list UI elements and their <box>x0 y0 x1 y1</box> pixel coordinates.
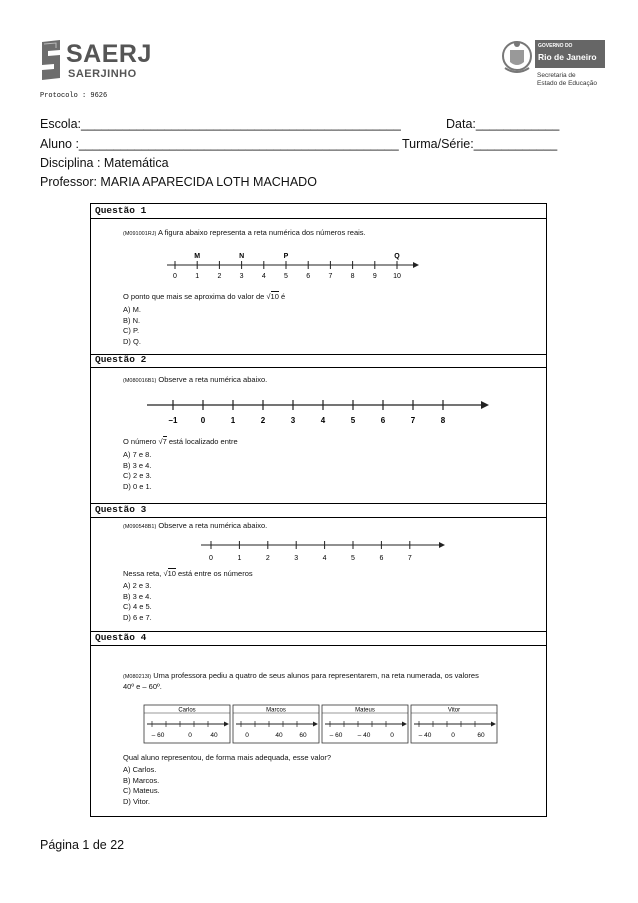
tick-label: 0 <box>173 273 177 280</box>
option-a[interactable]: A) 7 e 8. <box>123 450 152 459</box>
question-3-radicand: 10 <box>167 569 176 578</box>
point-label: M <box>194 253 201 260</box>
question-3-statement <box>123 521 267 530</box>
question-1-number-line <box>161 250 421 282</box>
question-4-title: Questão 4 <box>91 631 546 646</box>
student-lines-svg <box>143 704 498 744</box>
tick-label: 0 <box>188 732 192 739</box>
option-d[interactable]: D) 6 e 7. <box>123 612 152 622</box>
tick-label: 8 <box>350 273 355 280</box>
question-2-title: Questão 2 <box>91 353 546 368</box>
tick-label: 7 <box>410 416 416 425</box>
student-line <box>233 705 319 743</box>
tick-label: 8 <box>440 416 446 425</box>
question-1-prompt-b: é <box>280 292 286 301</box>
tick-label: 6 <box>379 555 384 562</box>
option-c[interactable]: C) 2 e 3. <box>123 471 152 480</box>
option-c[interactable]: C) P. <box>123 326 140 335</box>
question-1-prompt-a: O ponto que mais se aproxima do valor de <box>123 292 265 301</box>
tick-label: 7 <box>328 273 333 280</box>
tick-label: 6 <box>380 416 386 425</box>
tick-label: 3 <box>290 416 296 425</box>
question-2 <box>90 353 547 504</box>
student-line <box>322 705 408 743</box>
option-d[interactable]: D) Q. <box>123 336 141 346</box>
question-3-prompt-a: Nessa reta, <box>123 569 162 578</box>
student-name: Marcos <box>266 707 286 714</box>
tick-label: 60 <box>299 732 307 739</box>
axis-arrow-icon <box>402 722 407 727</box>
tick-label: 4 <box>320 416 326 425</box>
option-a[interactable]: A) M. <box>123 305 141 314</box>
tick-label: 2 <box>265 555 270 562</box>
question-3 <box>90 503 547 632</box>
data-field: Data:____________ <box>446 117 560 131</box>
option-b[interactable]: B) 3 e 4. <box>123 591 152 601</box>
tick-label: 0 <box>245 732 249 739</box>
question-1 <box>90 203 547 355</box>
option-d[interactable]: D) Vitor. <box>123 796 150 806</box>
tick-label: 60 <box>477 732 485 739</box>
axis-arrow-icon <box>491 722 496 727</box>
question-1-statement-text: A figura abaixo representa a reta numérica dos números reais. <box>158 228 366 237</box>
question-3-title: Questão 3 <box>91 503 546 518</box>
option-b[interactable]: B) Marcos. <box>123 775 160 785</box>
tick-label: 40 <box>210 732 218 739</box>
point-label: P <box>283 253 289 260</box>
question-1-radicand: 10 <box>270 292 279 301</box>
sqrt-symbol-icon: √ <box>266 292 271 301</box>
student-line <box>411 705 497 743</box>
tick-label: 0 <box>200 416 206 425</box>
student-name: Mateus <box>355 707 375 714</box>
question-2-radicand: 7 <box>162 437 167 446</box>
tick-label: 9 <box>372 273 377 280</box>
professor-field: Professor: MARIA APARECIDA LOTH MACHADO <box>40 175 317 189</box>
tick-label: 4 <box>322 555 327 562</box>
question-1-code: (M091001RJ) <box>123 231 157 237</box>
tick-label: 1 <box>230 416 236 425</box>
question-2-number-line <box>141 397 491 427</box>
question-4-code: (M080213I) <box>123 674 152 680</box>
point-label: N <box>239 253 245 260</box>
tick-label: 5 <box>350 416 356 425</box>
question-3-number-line <box>199 537 449 565</box>
question-3-prompt-b: está entre os números <box>178 569 253 578</box>
question-2-options <box>123 450 152 492</box>
gov-line-2: Rio de Janeiro <box>538 52 597 62</box>
question-1-title: Questão 1 <box>91 204 546 219</box>
question-4-options <box>123 765 160 807</box>
rio-coat-of-arms-icon <box>500 38 534 81</box>
tick-label: 0 <box>390 732 394 739</box>
option-c[interactable]: C) 4 e 5. <box>123 602 152 611</box>
question-1-statement <box>123 228 366 237</box>
tick-label: 0 <box>209 555 213 562</box>
tick-label: 2 <box>217 273 222 280</box>
question-1-options <box>123 305 141 347</box>
question-2-prompt-a: O número <box>123 437 157 446</box>
disciplina-field: Disciplina : Matemática <box>40 156 169 170</box>
axis-arrow-icon <box>313 722 318 727</box>
question-2-code: (M080016B1) <box>123 378 157 384</box>
question-4 <box>90 631 547 817</box>
option-c[interactable]: C) Mateus. <box>123 786 160 795</box>
question-4-student-lines <box>143 704 498 749</box>
sqrt-symbol-icon: √ <box>158 437 163 446</box>
gov-brand-block <box>535 40 605 68</box>
tick-label: 3 <box>294 555 299 562</box>
tick-label: – 60 <box>329 732 343 739</box>
axis-arrow-icon <box>224 722 229 727</box>
tick-label: 40 <box>275 732 283 739</box>
tick-label: –1 <box>168 416 178 425</box>
option-a[interactable]: A) 2 e 3. <box>123 581 152 590</box>
tick-label: 6 <box>306 273 311 280</box>
option-d[interactable]: D) 0 e 1. <box>123 481 152 491</box>
sqrt-symbol-icon: √ <box>163 569 168 578</box>
tick-label: 5 <box>351 555 355 562</box>
tick-label: 4 <box>261 273 266 280</box>
option-b[interactable]: B) 3 e 4. <box>123 460 152 470</box>
aluno-field: Aluno :______________________________________________ Turma/Série:____________ <box>40 137 558 151</box>
tick-label: 10 <box>393 273 401 280</box>
question-3-statement-text: Observe a reta numérica abaixo. <box>158 521 268 530</box>
question-4-statement <box>123 671 479 680</box>
logo-subtitle: SAERJINHO <box>68 68 137 80</box>
question-4-statement-text: Uma professora pediu a quatro de seus alunos para representarem, na reta numerada, os valores <box>153 671 479 680</box>
tick-label: 3 <box>239 273 244 280</box>
protocolo: Protocolo : 9626 <box>40 92 108 100</box>
gov-line-1: GOVERNO DO <box>538 43 573 49</box>
option-a[interactable]: A) Carlos. <box>123 765 157 774</box>
tick-label: 5 <box>284 273 288 280</box>
page-footer: Página 1 de 22 <box>40 838 125 852</box>
point-label: Q <box>394 253 400 260</box>
question-4-prompt: Qual aluno representou, de forma mais adequada, esse valor? <box>123 753 332 762</box>
question-3-options <box>123 581 152 623</box>
question-2-statement-text: Observe a reta numérica abaixo. <box>158 375 268 384</box>
tick-label: – 60 <box>151 732 165 739</box>
tick-label: 2 <box>260 416 266 425</box>
option-b[interactable]: B) N. <box>123 315 141 325</box>
gov-line-3: Secretaria de <box>537 72 576 79</box>
tick-label: – 40 <box>418 732 432 739</box>
question-2-statement <box>123 375 267 384</box>
tick-label: 7 <box>407 555 412 562</box>
student-line <box>144 705 230 743</box>
gov-line-4: Estado de Educação <box>537 80 597 87</box>
tick-label: – 40 <box>357 732 371 739</box>
tick-label: 1 <box>195 273 200 280</box>
question-2-prompt-b: está localizado entre <box>168 437 238 446</box>
student-name: Carlos <box>178 707 196 714</box>
question-4-statement-2: 40º e – 60º. <box>123 682 162 691</box>
question-2-prompt <box>123 437 238 446</box>
question-1-prompt <box>123 292 285 301</box>
logo-title: SAERJ <box>66 40 152 68</box>
student-name: Vitor <box>447 707 461 714</box>
question-3-code: (M090548B1) <box>123 524 157 530</box>
tick-label: 1 <box>237 555 242 562</box>
tick-label: 0 <box>451 732 455 739</box>
escola-field: Escola:______________________________________________ <box>40 117 401 131</box>
question-3-prompt <box>123 569 253 578</box>
